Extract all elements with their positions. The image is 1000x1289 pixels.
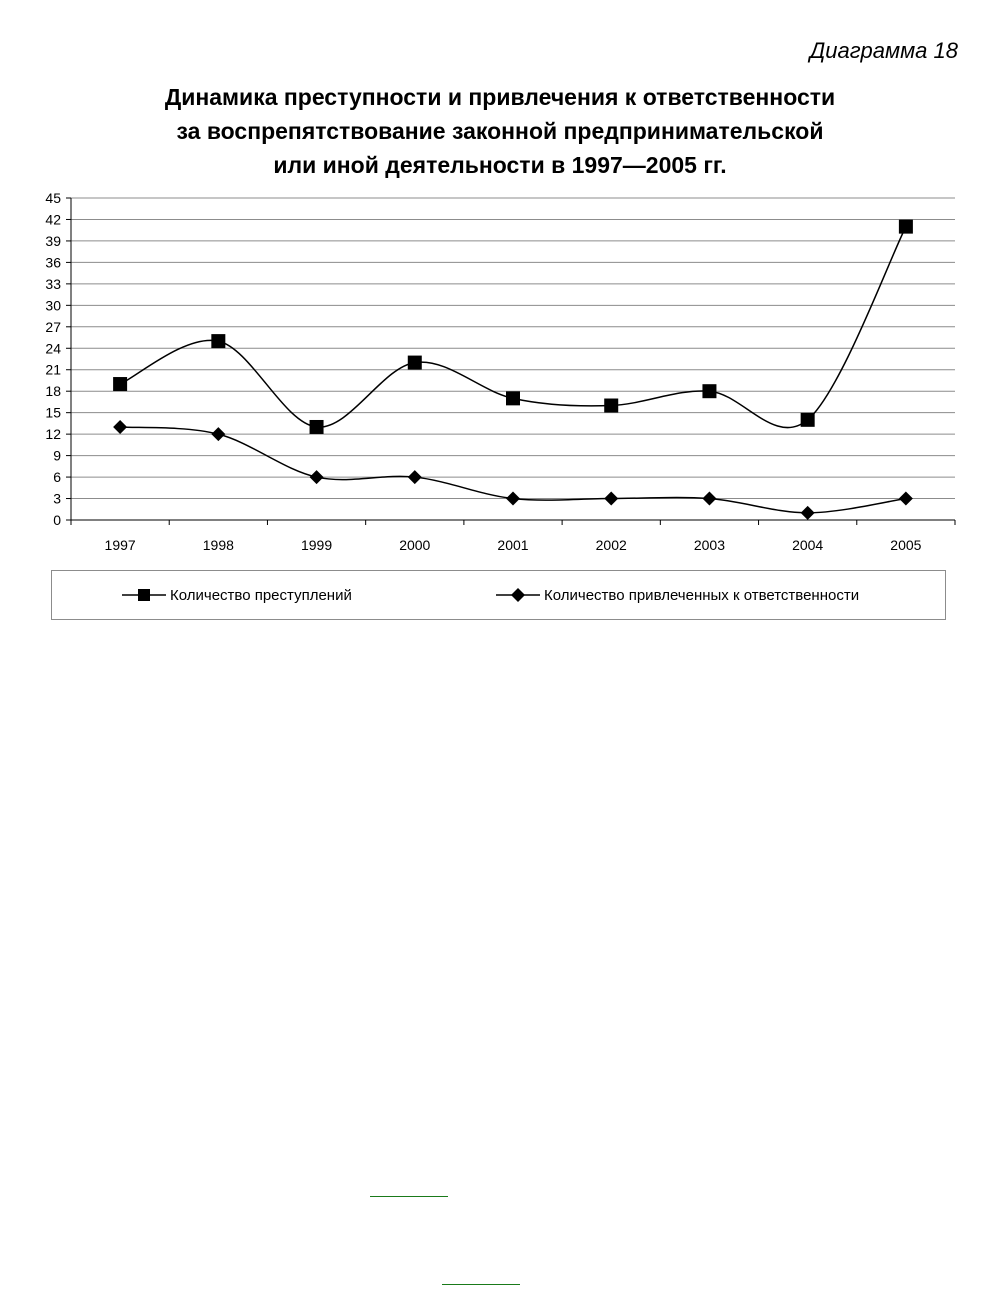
y-tick-label: 6 bbox=[53, 469, 61, 486]
chart-legend bbox=[51, 570, 946, 620]
chart-title-line-2: за воспрепятствование законной предпринимательской bbox=[176, 118, 824, 144]
y-tick-label: 42 bbox=[45, 211, 61, 228]
y-tick-label: 36 bbox=[45, 254, 61, 271]
y-tick-label: 24 bbox=[45, 340, 61, 357]
data-point-square bbox=[211, 334, 225, 348]
line-chart bbox=[0, 185, 1000, 565]
y-tick-label: 21 bbox=[45, 361, 61, 378]
y-tick-label: 12 bbox=[45, 426, 61, 443]
data-point-square bbox=[604, 399, 618, 413]
x-tick-label: 2004 bbox=[792, 537, 824, 553]
footer-link-underline bbox=[442, 1284, 520, 1285]
data-point-diamond bbox=[801, 506, 815, 520]
y-tick-label: 18 bbox=[45, 383, 61, 400]
data-point-diamond bbox=[113, 420, 127, 434]
y-tick-label: 9 bbox=[53, 447, 61, 464]
x-tick-label: 1999 bbox=[300, 537, 333, 553]
x-tick-label: 2001 bbox=[497, 537, 529, 553]
y-tick-label: 39 bbox=[45, 232, 61, 249]
grid bbox=[71, 198, 955, 499]
legend-diamond-marker-icon bbox=[496, 588, 540, 602]
legend-item-crimes bbox=[122, 585, 352, 605]
y-tick-label: 0 bbox=[53, 512, 61, 528]
y-tick-label: 15 bbox=[45, 404, 61, 421]
chart-title-line-1: Динамика преступности и привлечения к ответственности bbox=[164, 84, 836, 110]
x-tick-label: 1997 bbox=[104, 537, 136, 553]
chart-title-line-3: или иной деятельности в 1997—2005 гг. bbox=[273, 152, 727, 178]
x-tick-label: 2000 bbox=[399, 537, 431, 553]
legend-item-held-liable bbox=[496, 585, 859, 605]
data-point-square bbox=[113, 377, 127, 391]
data-point-diamond bbox=[702, 492, 716, 506]
y-tick-label: 33 bbox=[45, 275, 61, 292]
data-point-diamond bbox=[310, 470, 324, 484]
data-point-square bbox=[702, 384, 716, 398]
data-point-square bbox=[899, 220, 913, 234]
data-point-square bbox=[310, 420, 324, 434]
x-tick-label: 1998 bbox=[202, 537, 234, 553]
x-tick-label: 2002 bbox=[595, 537, 627, 553]
data-point-diamond bbox=[211, 427, 225, 441]
data-point-square bbox=[408, 356, 422, 370]
legend-label-crimes: Количество преступлений bbox=[170, 586, 352, 604]
y-tick-label: 27 bbox=[45, 318, 61, 335]
data-point-diamond bbox=[506, 492, 520, 506]
data-point-square bbox=[506, 391, 520, 405]
footer-link-underline bbox=[370, 1196, 448, 1197]
data-point-diamond bbox=[408, 470, 422, 484]
x-tick-label: 2003 bbox=[693, 537, 726, 553]
legend-square-marker-icon bbox=[122, 588, 166, 602]
diagram-number: Диаграмма 18 bbox=[809, 38, 958, 63]
legend-label-held-liable: Количество привлеченных к ответственности bbox=[544, 586, 860, 604]
y-tick-label: 45 bbox=[45, 190, 61, 206]
data-point-square bbox=[801, 413, 815, 427]
y-tick-label: 30 bbox=[45, 297, 61, 314]
x-tick-label: 2005 bbox=[890, 537, 922, 553]
data-point-diamond bbox=[604, 492, 618, 506]
y-tick-label: 3 bbox=[53, 490, 61, 507]
data-point-diamond bbox=[899, 492, 913, 506]
chart-title bbox=[0, 80, 1000, 182]
